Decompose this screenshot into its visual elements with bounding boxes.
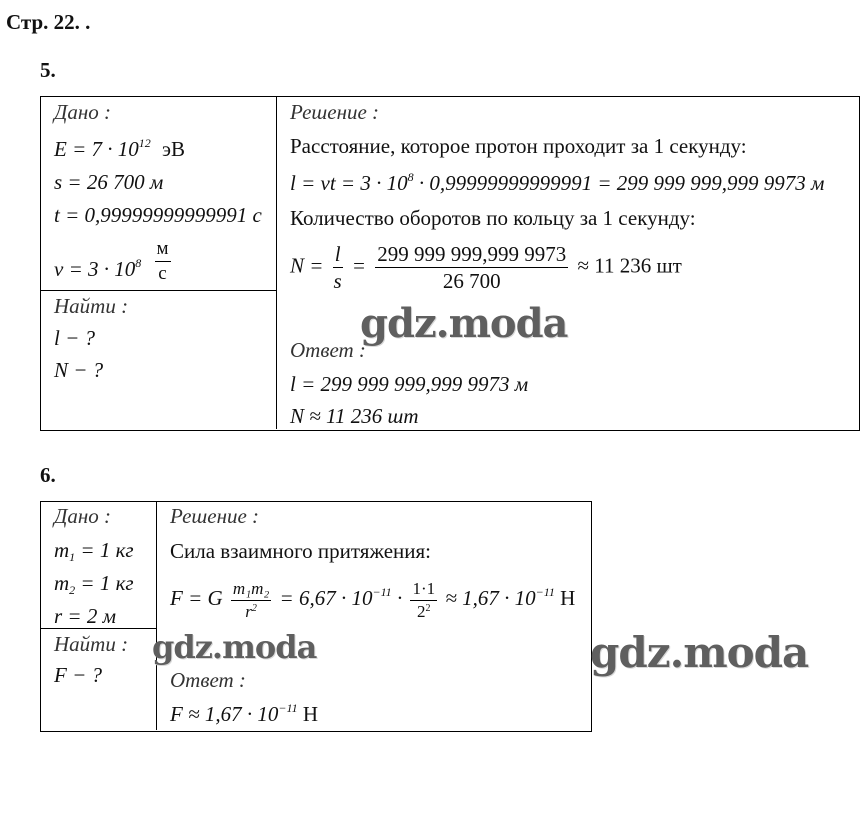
task-5-given-energy: $E = 7 \cdot 10^{12}$ эВ xyxy=(54,136,186,161)
task-5-find-label: Найти : xyxy=(54,294,129,318)
task-6-given-mass-1: $m_1 = 1$ кг xyxy=(54,538,134,564)
page-title: Стр. 22. . xyxy=(6,10,91,34)
watermark: gdz.moda xyxy=(590,628,809,677)
task-6-number: 6. xyxy=(40,463,56,487)
task-6-divider xyxy=(156,501,157,730)
task-5-find-item: N − ? xyxy=(54,358,104,382)
task-5-given-velocity: $v = 3 \cdot 10^8$ $\frac{м}{с}$ xyxy=(54,238,169,284)
task-6-given-label: Дано : xyxy=(54,504,112,528)
task-5-solution-label: Решение : xyxy=(290,100,380,124)
task-6-given-find-divider xyxy=(40,628,156,629)
task-5-find-item: l − ? xyxy=(54,326,96,350)
task-5-solution-distance: l = vt = $3 \cdot 10^8 \cdot 0,99999999999991 = 299$ 999 999,999 9973 м xyxy=(290,170,825,195)
task-5-divider xyxy=(276,96,277,429)
task-5-answer-item: l = 299 999 999,999 9973 м xyxy=(290,372,529,396)
task-5-given-time: t = 0,99999999999991 с xyxy=(54,203,262,227)
task-5-given-distance: s = 26 700 м xyxy=(54,170,164,194)
task-5-given-find-divider xyxy=(40,290,276,291)
task-6-given-distance: r = 2 м xyxy=(54,604,116,628)
task-5-answer-label: Ответ : xyxy=(290,338,366,362)
watermark: gdz.moda xyxy=(360,300,568,347)
task-6-solution-line: Сила взаимного притяжения: xyxy=(170,539,431,563)
task-6-find-label: Найти : xyxy=(54,632,129,656)
task-6-answer-label: Ответ : xyxy=(170,668,246,692)
task-5-answer-item: N ≈ 11 236 шт xyxy=(290,404,419,428)
task-6-find-item: F − ? xyxy=(54,663,102,687)
task-5-number: 5. xyxy=(40,58,56,82)
task-5-given-label: Дано : xyxy=(54,100,112,124)
task-5-solution-formula: N = $\frac{l}{s}$ = $\frac{299 999 999,999 9973}{26 700}$ ≈ 11 236 шт xyxy=(290,242,682,294)
task-5-solution-line: Количество оборотов по кольцу за 1 секунду: xyxy=(290,206,696,230)
task-6-solution-label: Решение : xyxy=(170,504,260,528)
task-6-solution-formula: F = G $\frac{\text{m₁m₂}}{r^2}$ = $6,67 \cdot 10^{-11}$ · $\frac{1\cdot 1}{2^2}$ ≈ $1,67 \cdot 10^{-11}$ Н xyxy=(170,579,576,621)
task-6-given-mass-2: $m_2 = 1$ кг xyxy=(54,571,134,597)
task-6-answer-item: $F \approx 1,67 \cdot 10^{-11}$ Н xyxy=(170,701,318,726)
task-5-solution-line: Расстояние, которое протон проходит за 1 секунду: xyxy=(290,134,747,158)
watermark: gdz.moda xyxy=(152,628,317,666)
